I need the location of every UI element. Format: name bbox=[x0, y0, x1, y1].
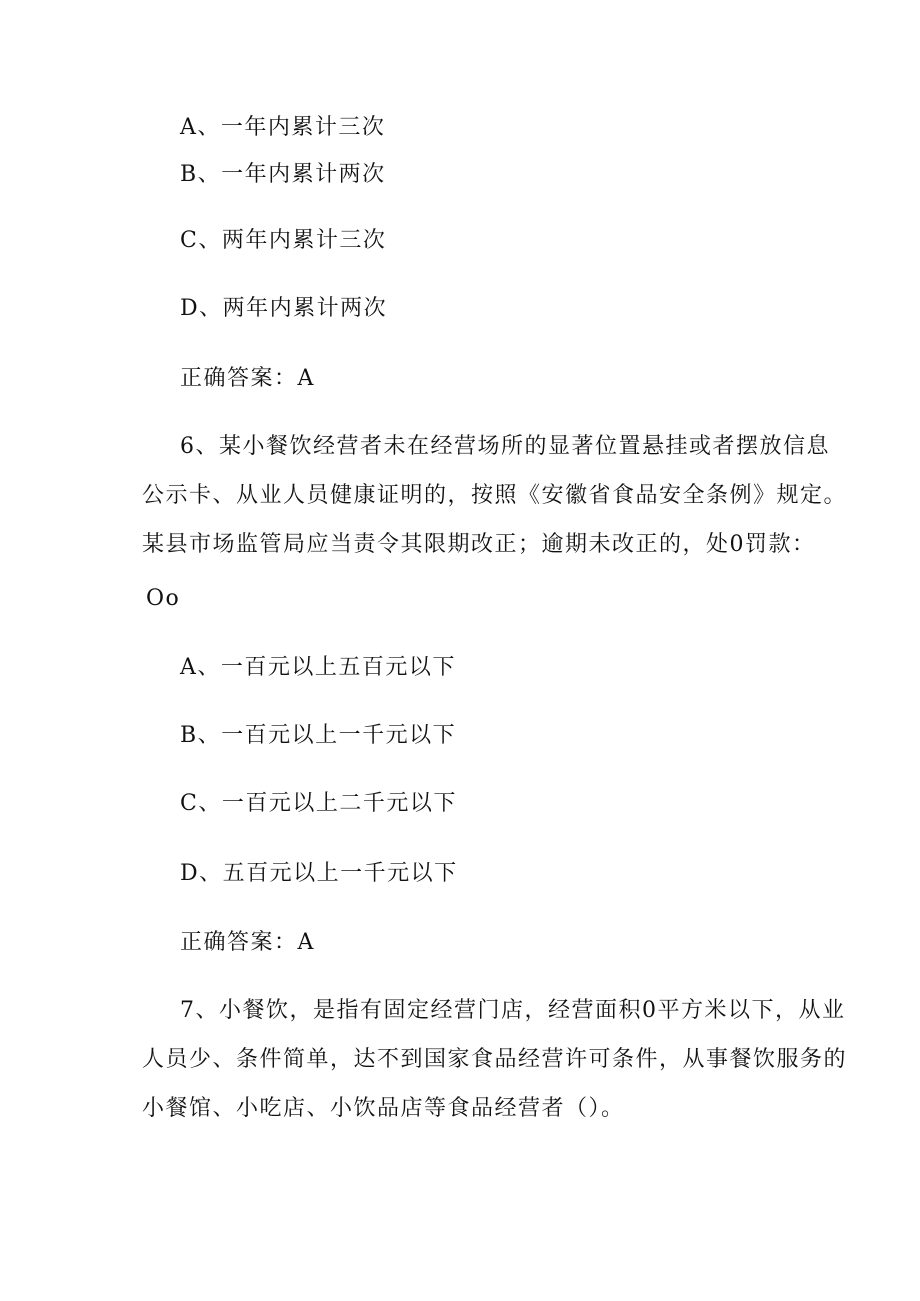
q6-option-d: D、五百元以上一千元以下 bbox=[180, 861, 458, 886]
q5-answer: 正确答案：A bbox=[180, 366, 315, 391]
q5-option-c: C、两年内累计三次 bbox=[180, 228, 387, 253]
q7-text-line-3: 小餐馆、小吃店、小饮品店等食品经营者（）。 bbox=[142, 1096, 625, 1121]
q7-text-line-1: 7、小餐饮，是指有固定经营门店，经营面积0平方米以下，从业 bbox=[180, 998, 846, 1023]
q5-option-b: B、一年内累计两次 bbox=[180, 162, 386, 187]
q6-option-a: A、一百元以上五百元以下 bbox=[180, 655, 456, 680]
q7-text-line-2: 人员少、条件简单，达不到国家食品经营许可条件，从事餐饮服务的 bbox=[142, 1047, 848, 1072]
q6-option-c: C、一百元以上二千元以下 bbox=[180, 791, 457, 816]
q6-text-line-2: 公示卡、从业人员健康证明的，按照《安徽省食品安全条例》规定。 bbox=[142, 483, 848, 508]
q5-option-a: A、一年内累计三次 bbox=[180, 115, 386, 140]
q6-text-line-4: Oo bbox=[146, 586, 181, 611]
q6-text-line-3: 某县市场监管局应当责令其限期改正；逾期未改正的，处0罚款： bbox=[142, 532, 816, 557]
q6-answer: 正确答案：A bbox=[180, 930, 315, 955]
q6-option-b: B、一百元以上一千元以下 bbox=[180, 723, 457, 748]
q6-text-line-1: 6、某小餐饮经营者未在经营场所的显著位置悬挂或者摆放信息 bbox=[180, 434, 830, 459]
q5-option-d: D、两年内累计两次 bbox=[180, 296, 388, 321]
